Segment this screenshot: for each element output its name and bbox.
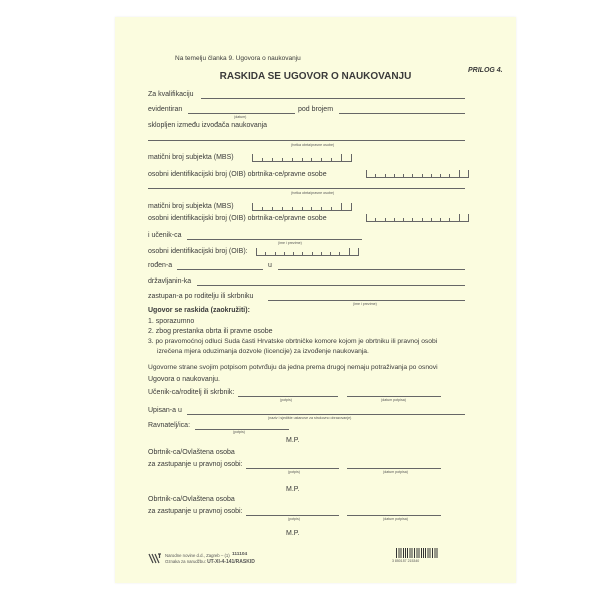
- principal-signature-caption: (potpis): [233, 430, 245, 434]
- date-field[interactable]: [188, 113, 295, 114]
- company-field-2[interactable]: [148, 188, 465, 189]
- date-signature-caption: (datum potpisa): [381, 398, 406, 402]
- mbs-label: matični broj subjekta (MBS): [148, 154, 234, 161]
- student-parent-label: Učenik-ca/roditelj ili skrbnik:: [148, 389, 235, 396]
- barcode-number: 3 850157 215340: [392, 559, 420, 563]
- oib-boxes[interactable]: [256, 248, 359, 256]
- option-3[interactable]: 3. po pravomoćnoj odluci Suda časti Hrvatske obrtničke komore kojom je obrtniku ili pravnoj osobi: [148, 338, 438, 345]
- citizenship-field[interactable]: [197, 285, 465, 286]
- concluded-label: sklopljen između izvođača naukovanja: [148, 122, 268, 129]
- institution-field[interactable]: [187, 414, 465, 415]
- principal-label: Ravnatelj/ica:: [148, 422, 191, 429]
- institution-caption: (naziv i sjedište ustanove za strukovno obrazovanje): [268, 416, 352, 420]
- craftsman-label: Obrtnik-ca/Ovlaštena osoba: [148, 449, 235, 456]
- in-label: u: [268, 262, 272, 269]
- oib-company-boxes[interactable]: [366, 170, 469, 178]
- student-label: i učenik-ca: [148, 232, 182, 239]
- mbs-boxes-2[interactable]: [252, 203, 352, 211]
- oib-company-boxes-2[interactable]: [366, 214, 469, 222]
- publisher-logo-icon: [148, 553, 162, 564]
- qualification-label: Za kvalifikaciju: [148, 91, 194, 98]
- birth-date-field[interactable]: [177, 269, 263, 270]
- craftsman-label-2: Obrtnik-ca/Ovlaštena osoba: [148, 496, 235, 503]
- stamp-mark-2: M.P.: [286, 486, 300, 493]
- guardian-field[interactable]: [268, 300, 465, 301]
- publisher-name: Narodne novine d.d., Zagreb – (1): [165, 553, 230, 558]
- company-caption: (tvrtka obrta/pravne osobe): [291, 143, 335, 147]
- barcode: [396, 548, 439, 558]
- craftsman-signature-field[interactable]: [246, 468, 339, 469]
- born-label: rođen-a: [148, 262, 173, 269]
- oib-company-label: osobni identifikacijski broj (OIB) obrtnika-ce/pravne osobe: [148, 171, 327, 178]
- oib-label: osobni identifikacijski broj (OIB):: [148, 248, 248, 255]
- option-3-cont: izrečena mjera oduzimanja dozvole (licencije) za izvođenje naukovanja.: [157, 348, 369, 355]
- signature-caption: (potpis): [280, 398, 292, 402]
- craftsman-signature-caption: (potpis): [288, 470, 300, 474]
- citizen-label: državljanin-ka: [148, 278, 192, 285]
- craftsman-date-field[interactable]: [347, 468, 441, 469]
- publisher-code: 111104: [232, 552, 248, 557]
- number-field[interactable]: [339, 113, 465, 114]
- legal-basis: Na temelju članka 9. Ugovora o naukovanju: [175, 55, 301, 62]
- form-title: RASKIDA SE UGOVOR O NAUKOVANJU: [219, 71, 412, 82]
- guardian-caption: (ime i prezime): [353, 302, 377, 306]
- form-page: [115, 17, 516, 583]
- order-label: Oznaka za narudžbu:: [165, 559, 206, 564]
- craftsman-date-field-2[interactable]: [347, 515, 441, 516]
- statement: Ugovorne strane svojim potpisom potvrđuju da jedna prema drugoj nemaju potraživanja po osnovi: [148, 364, 438, 371]
- stamp-mark: M.P.: [286, 437, 300, 444]
- qualification-field[interactable]: [201, 98, 465, 99]
- termination-heading: Ugovor se raskida (zaokružiti):: [148, 307, 250, 314]
- mbs-boxes[interactable]: [252, 154, 352, 162]
- option-1[interactable]: 1. sporazumno: [148, 318, 195, 325]
- craftsman-label-2-cont: za zastupanje u pravnoj osobi:: [148, 508, 243, 515]
- student-date-field[interactable]: [347, 396, 441, 397]
- statement-cont: Ugovora o naukovanju.: [148, 376, 220, 383]
- company-field[interactable]: [148, 140, 465, 141]
- craftsman-label-cont: za zastupanje u pravnoj osobi:: [148, 461, 243, 468]
- represented-label: zastupan-a po roditelju ili skrbniku: [148, 293, 254, 300]
- student-name-field[interactable]: [187, 239, 362, 240]
- date-caption: (datum): [234, 115, 247, 119]
- name-caption: (ime i prezime): [278, 241, 302, 245]
- student-signature-field[interactable]: [238, 396, 338, 397]
- annex-label: PRILOG 4.: [468, 67, 503, 74]
- craftsman-date-caption-2: (datum potpisa): [383, 517, 408, 521]
- birth-place-field[interactable]: [278, 269, 465, 270]
- craftsman-signature-caption-2: (potpis): [288, 517, 300, 521]
- company-caption-2: (tvrtka obrta/pravne osobe): [291, 191, 335, 195]
- stamp-mark-3: M.P.: [286, 530, 300, 537]
- order-code: UT-XI-4-141/RASKID: [207, 559, 255, 565]
- enrolled-label: Upisan-a u: [148, 407, 182, 414]
- registered-label: evidentiran: [148, 106, 183, 113]
- number-label: pod brojem: [298, 106, 334, 113]
- craftsman-date-caption: (datum potpisa): [383, 470, 408, 474]
- option-2[interactable]: 2. zbog prestanka obrta ili pravne osobe: [148, 328, 273, 335]
- oib-company-label-2: osobni identifikacijski broj (OIB) obrtnika-ce/pravne osobe: [148, 215, 327, 222]
- craftsman-signature-field-2[interactable]: [246, 515, 339, 516]
- mbs-label-2: matični broj subjekta (MBS): [148, 203, 234, 210]
